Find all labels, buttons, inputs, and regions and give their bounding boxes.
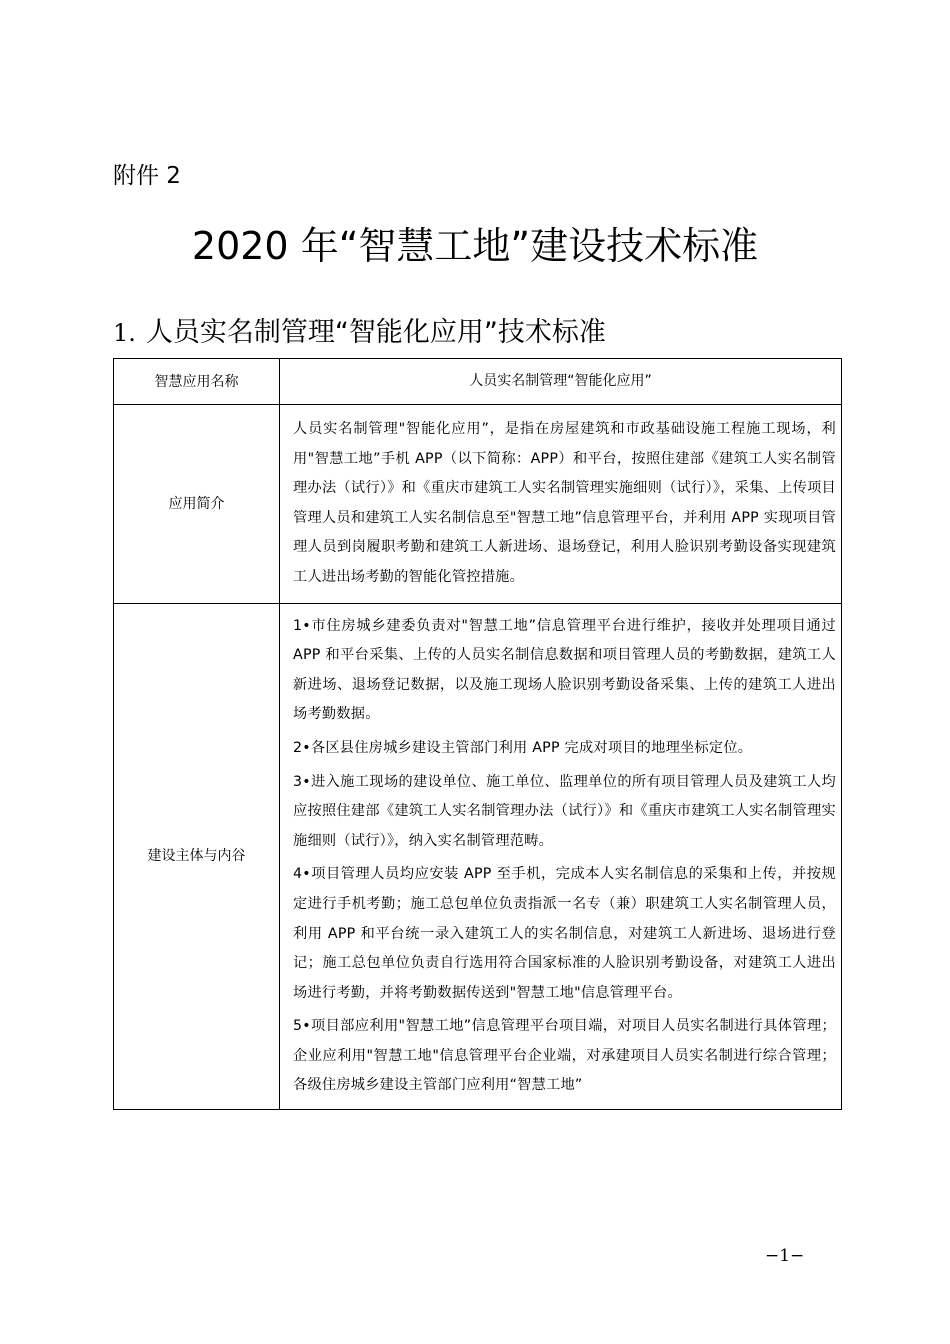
attachment-label: 附件 2 <box>113 163 181 189</box>
scope-item-4: 4•项目管理人员均应安装 APP 至手机，完成本人实名制信息的采集和上传，并按规定进行手机考勤；施工总包单位负责指派一名专（兼）职建筑工人实名制管理人员，利用 APP 和平台统一录入建筑工人的实名制信息，对建筑工人新进场、退场进行登记；施工总包单位负责自行选用符合国家标准的人脸识别考勤设备，对建筑工人进出场进行考勤，并将考勤数据传送到"智慧工地"信息管理平台。 <box>293 866 836 1001</box>
scope-label-cell: 建设主体与内谷 <box>114 603 280 1110</box>
intro-label-cell: 应用简介 <box>114 405 280 604</box>
document-title: 2020 年“智慧工地”建设技术标准 <box>191 224 759 268</box>
table-row-intro <box>114 405 842 604</box>
section-number: 1. <box>113 319 136 347</box>
section-title: 人员实名制管理“智能化应用”技术标准 <box>145 317 606 348</box>
standard-table <box>113 358 842 1110</box>
section-heading <box>113 314 606 352</box>
table-header-row <box>114 359 842 405</box>
scope-item-1: 1•市住房城乡建委负责对"智慧工地”信息管理平台进行维护，接收并处理项目通过 APP 和平台采集、上传的人员实名制信息数据和项目管理人员的考勤数据，建筑工人新进场、退场登记数据，以及施工现场人脸识别考勤设备采集、上传的建筑工人进出场考勤数据。 <box>293 617 836 723</box>
scope-content-cell <box>280 603 842 1110</box>
scope-item-5: 5•项目部应利用"智慧工地”信息管理平台项目端，对项目人员实名制进行具体管理；企业应利用"智慧工地"信息管理平台企业端，对承建项目人员实名制进行综合管理；各级住房城乡建设主管部门应利用“智慧工地” <box>293 1018 836 1094</box>
scope-item-3: 3•进入施工现场的建设单位、施工单位、监理单位的所有项目管理人员及建筑工人均应按照住建部《建筑工人实名制管理办法（试行）》和《重庆市建筑工人实名制管理实施细则（试行）》，纳入实名制管理范畴。 <box>293 773 836 849</box>
header-value-cell: 人员实名制管理“智能化应用” <box>280 359 842 405</box>
intro-text-cell: 人员实名制管理"智能化应用”，是指在房屋建筑和市政基础设施工程施工现场，利用"智慧工地”手机 APP（以下简称：APP）和平台，按照住建部《建筑工人实名制管理办法（试行）》和《重庆市建筑工人实名制管理实施细则（试行）》，采集、上传项目管理人员和建筑工人实名制信息至"智慧工地”信息管理平台，并利用 APP 实现项目管理人员到岗履职考勤和建筑工人新进场、退场登记，利用人脸识别考勤设备实现建筑工人进出场考勤的智能化管控措施。 <box>280 405 842 604</box>
scope-item-2: 2•各区县住房城乡建设主管部门利用 APP 完成对项目的地理坐标定位。 <box>293 739 753 756</box>
header-name-cell: 智慧应用名称 <box>114 359 280 405</box>
page-number: −1− <box>765 1246 805 1266</box>
table-row-scope <box>114 603 842 1110</box>
